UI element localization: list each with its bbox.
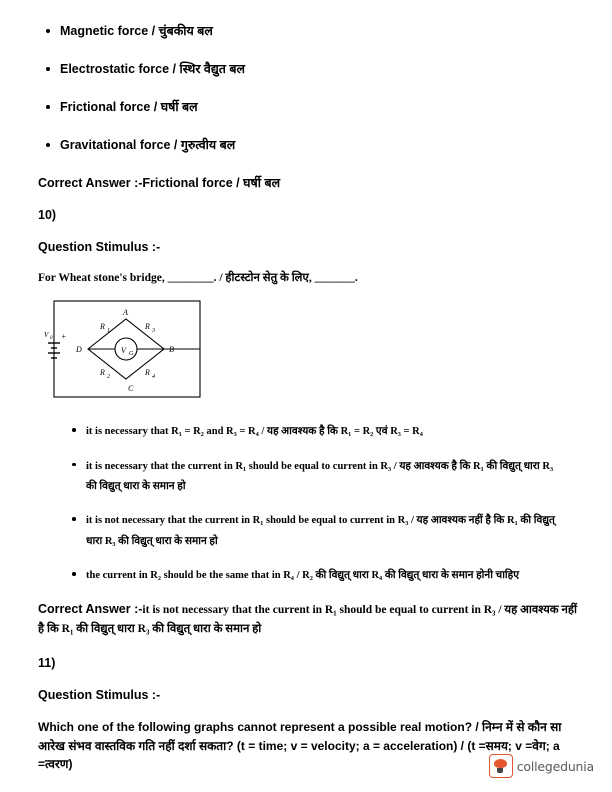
svg-text:R: R	[100, 322, 105, 332]
svg-text:+: +	[61, 332, 67, 342]
svg-text:R: R	[145, 368, 150, 378]
page-content	[38, 22, 578, 784]
q10-prompt: For Wheat stone's bridge, ________. / हीटस्टोन सेतु के लिए, _______.	[38, 272, 358, 285]
q10-stimulus-label: Question Stimulus :-	[38, 240, 161, 255]
svg-text:G: G	[129, 351, 134, 358]
wheatstone-bridge-circuit	[44, 295, 260, 403]
brand-name: collegedunia	[516, 758, 594, 774]
svg-text:V: V	[121, 346, 126, 356]
svg-text:D: D	[76, 345, 82, 355]
q9-option-4: Gravitational force / गुरुत्वीय बल	[60, 138, 236, 152]
svg-text:B: B	[169, 345, 174, 355]
q11-body: Which one of the following graphs cannot represent a possible real motion? / निम्न में से कौन सा आरेख संभव वास्तविक गति नहीं दर्शा सकता? (t = time; v = velocity; a = acceleration) / (t =समय; v =वेग; a =त्वरण)	[38, 720, 562, 772]
q11-number: 11)	[38, 656, 56, 671]
q10-option-2: it is necessary that the current in R₁ should be equal to current in R₃ / यह आवश्यक है कि R₁ की विद्युत् धारा R₃ की विद्युत् धारा के समान हो	[86, 460, 554, 492]
svg-text:V: V	[44, 331, 49, 340]
q11-stimulus-label: Question Stimulus :-	[38, 688, 161, 703]
list-item[interactable]	[66, 565, 566, 585]
q10-option-4: the current in R₂ should be the same that in R₄ / R₂ की विद्युत् धारा R₄ की विद्युत् धारा के समान होनी चाहिए	[86, 570, 520, 581]
list-item[interactable]	[38, 98, 578, 116]
q9-option-1: Magnetic force / चुंबकीय बल	[60, 24, 213, 38]
list-item[interactable]	[38, 22, 578, 40]
svg-text:0: 0	[50, 336, 53, 342]
list-item[interactable]	[38, 136, 578, 154]
q10-option-1: it is necessary that R₁ = R₂ and R₃ = R₄ / यह आवश्यक है कि R₁ = R₂ एवं R₃ = R₄	[86, 426, 423, 438]
footer-brand[interactable]	[489, 754, 594, 778]
svg-text:1: 1	[107, 328, 110, 335]
svg-text:A: A	[123, 308, 128, 318]
svg-text:2: 2	[107, 374, 110, 381]
q9-correct-answer: Correct Answer :-Frictional force / घर्षी बल	[38, 176, 281, 190]
svg-text:R: R	[100, 368, 105, 378]
svg-text:3: 3	[152, 328, 155, 335]
svg-text:C: C	[128, 384, 134, 394]
svg-text:R: R	[145, 322, 150, 332]
collegedunia-cap-logo-icon	[489, 754, 513, 778]
q10-correct-answer: it is not necessary that the current in R₁ should be equal to current in R₃ / यह आवश्यक नहीं है कि R₁ की विद्युत् धारा R₃ की विद्युत् धारा के समान हो	[38, 604, 577, 635]
q10-options-list	[66, 421, 566, 585]
svg-text:4: 4	[152, 374, 155, 381]
list-item[interactable]	[66, 421, 566, 441]
q10-number: 10)	[38, 208, 57, 223]
list-item[interactable]	[66, 510, 566, 551]
q10-correct-answer-block	[38, 599, 578, 638]
q10-option-3: it is not necessary that the current in R₁ should be equal to current in R₃ / यह आवश्यक नहीं है कि R₁ की विद्युत् धारा R₃ की विद्युत् धारा के समान हो	[86, 515, 555, 547]
q9-option-2: Electrostatic force / स्थिर वैद्युत बल	[60, 62, 245, 76]
q9-option-3: Frictional force / घर्षी बल	[60, 100, 198, 114]
q9-options-list	[38, 22, 578, 154]
list-item[interactable]	[66, 456, 566, 497]
list-item[interactable]	[38, 60, 578, 78]
q10-correct-answer-label: Correct Answer :-	[38, 602, 143, 617]
